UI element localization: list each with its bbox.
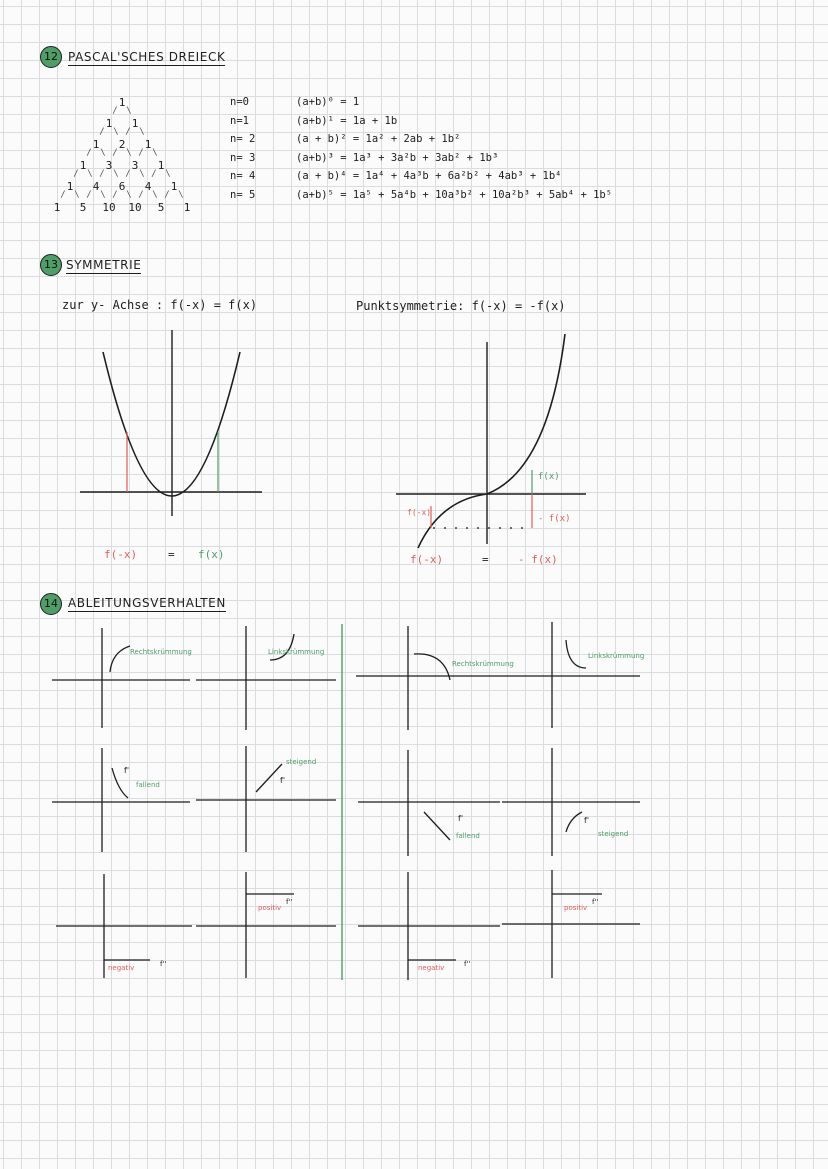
pascal-number: 3 xyxy=(131,159,139,172)
pascal-number: 1 xyxy=(105,117,113,130)
pascal-connector: / xyxy=(151,169,157,179)
pascal-connector: / xyxy=(99,169,105,179)
pascal-connector: / xyxy=(112,148,118,158)
binomial-formula: (a + b)² = 1a² + 2ab + 1b² xyxy=(296,133,461,145)
convex-curve xyxy=(566,640,586,668)
label-linkskruemmung-1: Linkskrümmung xyxy=(268,648,325,656)
binomial-n: n=1 xyxy=(230,114,249,127)
section-number-14: 14 xyxy=(40,593,62,615)
pascal-number: 4 xyxy=(144,180,152,193)
binomial-formula: (a+b)¹ = 1a + 1b xyxy=(296,114,398,127)
pascal-connector: \ xyxy=(113,127,119,137)
label-negativ-2: negativ xyxy=(418,964,445,972)
section-number-13: 13 xyxy=(40,254,62,276)
pascal-connector: / xyxy=(99,127,105,137)
pascal-number: 1 xyxy=(79,159,87,172)
pascal-connector: \ xyxy=(100,190,106,200)
pascal-connector: \ xyxy=(152,190,158,200)
axis-caption-left: f(-x) xyxy=(104,548,138,561)
section-title-symmetrie: SYMMETRIE xyxy=(66,258,142,272)
section-title-ableitung: ABLEITUNGSVERHALTEN xyxy=(68,596,226,610)
pascal-connector: \ xyxy=(139,169,145,179)
pascal-connector: \ xyxy=(178,190,184,200)
pascal-connector: / xyxy=(112,190,118,200)
pascal-connector: \ xyxy=(113,169,119,179)
pascal-connector: \ xyxy=(126,106,132,116)
pascal-connector: \ xyxy=(126,190,132,200)
pascal-number: 6 xyxy=(118,180,126,193)
binomial-formula: (a+b)³ = 1a³ + 3a²b + 3ab² + 1b³ xyxy=(296,151,499,164)
label-steigend-1: steigend xyxy=(286,758,317,766)
pascal-number: 1 xyxy=(131,117,139,130)
pascal-number: 4 xyxy=(92,180,100,193)
pascal-number: 10 xyxy=(102,201,116,214)
section-number-12: 12 xyxy=(40,46,62,68)
binomial-n: n= 4 xyxy=(230,170,256,182)
label-rechtskruemmung-1: Rechtskrümmung xyxy=(130,648,192,656)
pascal-number: 1 xyxy=(53,201,61,214)
pascal-connector: / xyxy=(73,169,79,179)
pascal-connector: \ xyxy=(100,148,106,158)
pascal-connector: / xyxy=(164,190,170,200)
section-title-pascal: PASCAL'SCHES DREIECK xyxy=(68,50,226,64)
pascal-connector: / xyxy=(125,169,131,179)
pascal-connector: / xyxy=(86,190,92,200)
concave-curve xyxy=(110,646,130,672)
axis-symmetry-heading: zur y- Achse : f(-x) = f(x) xyxy=(62,298,258,312)
label-fallend-1: fallend xyxy=(136,781,160,789)
binomial-formula: (a + b)⁴ = 1a⁴ + 4a³b + 6a²b² + 4ab³ + 1b⁴ xyxy=(296,170,562,182)
pascal-number: 5 xyxy=(79,201,87,214)
pascal-number: 10 xyxy=(128,201,142,214)
label-positiv-1: positiv xyxy=(258,904,282,912)
pascal-connector: / xyxy=(112,106,118,116)
convex-curve xyxy=(270,634,294,660)
label-positiv-2: positiv xyxy=(564,904,588,912)
point-caption-right: - f(x) xyxy=(518,553,558,566)
falling-line xyxy=(424,812,450,840)
pascal-connector: \ xyxy=(165,169,171,179)
label-f1-4: f' xyxy=(584,816,590,825)
pascal-connector: \ xyxy=(139,127,145,137)
binomial-formula: (a+b)⁵ = 1a⁵ + 5a⁴b + 10a³b² + 10a²b³ + 5ab⁴ + 1b⁵ xyxy=(296,188,613,201)
rising-line xyxy=(256,764,282,792)
pascal-number: 1 xyxy=(92,138,100,151)
label-negativ-1: negativ xyxy=(108,964,135,972)
label-f2-3: f'' xyxy=(464,960,471,968)
label-fx: f(x) xyxy=(538,472,560,482)
label-f1-1: f' xyxy=(124,766,130,775)
binomial-formula: (a+b)⁰ = 1 xyxy=(296,96,360,108)
pascal-connector: / xyxy=(138,148,144,158)
point-caption-left: f(-x) xyxy=(410,553,444,566)
label-f2-2: f'' xyxy=(286,898,293,906)
binomial-n: n= 5 xyxy=(230,188,256,201)
label-linkskruemmung-2: Linkskrümmung xyxy=(588,652,645,660)
label-fallend-2: fallend xyxy=(456,832,480,840)
binomial-n: n= 2 xyxy=(230,133,256,145)
pascal-number: 1 xyxy=(183,201,191,214)
binomial-n: n= 3 xyxy=(230,151,256,164)
pascal-number: 2 xyxy=(118,138,126,151)
label-steigend-2: steigend xyxy=(598,830,629,838)
pascal-connector: \ xyxy=(74,190,80,200)
pascal-connector: / xyxy=(125,127,131,137)
pascal-number: 1 xyxy=(118,96,126,109)
rising-line xyxy=(566,812,582,832)
pascal-number: 1 xyxy=(144,138,152,151)
pascal-number: 1 xyxy=(157,159,165,172)
pascal-number: 3 xyxy=(105,159,113,172)
pascal-number: 5 xyxy=(157,201,165,214)
point-caption-eq: = xyxy=(482,553,489,566)
pascal-number: 1 xyxy=(66,180,74,193)
pascal-connector: \ xyxy=(126,148,132,158)
label-f1-3: f' xyxy=(458,814,464,823)
label-f2-1: f'' xyxy=(160,960,167,968)
label-f1-2: f' xyxy=(280,776,286,785)
label-rechtskruemmung-2: Rechtskrümmung xyxy=(452,660,514,668)
point-symmetry-heading: Punktsymmetrie: f(-x) = -f(x) xyxy=(356,299,566,313)
pascal-connector: \ xyxy=(152,148,158,158)
label-f-minus-x: f(-x) xyxy=(407,508,432,517)
binomial-n: n=0 xyxy=(230,96,249,108)
pascal-connector: / xyxy=(86,148,92,158)
axis-caption-right: f(x) xyxy=(198,548,225,561)
pascal-connector: \ xyxy=(87,169,93,179)
pascal-connector: / xyxy=(60,190,66,200)
pascal-number: 1 xyxy=(170,180,178,193)
label-neg-fx: - f(x) xyxy=(538,514,571,524)
pascal-connector: / xyxy=(138,190,144,200)
axis-caption-eq: = xyxy=(168,548,175,561)
label-f2-4: f'' xyxy=(592,898,599,906)
